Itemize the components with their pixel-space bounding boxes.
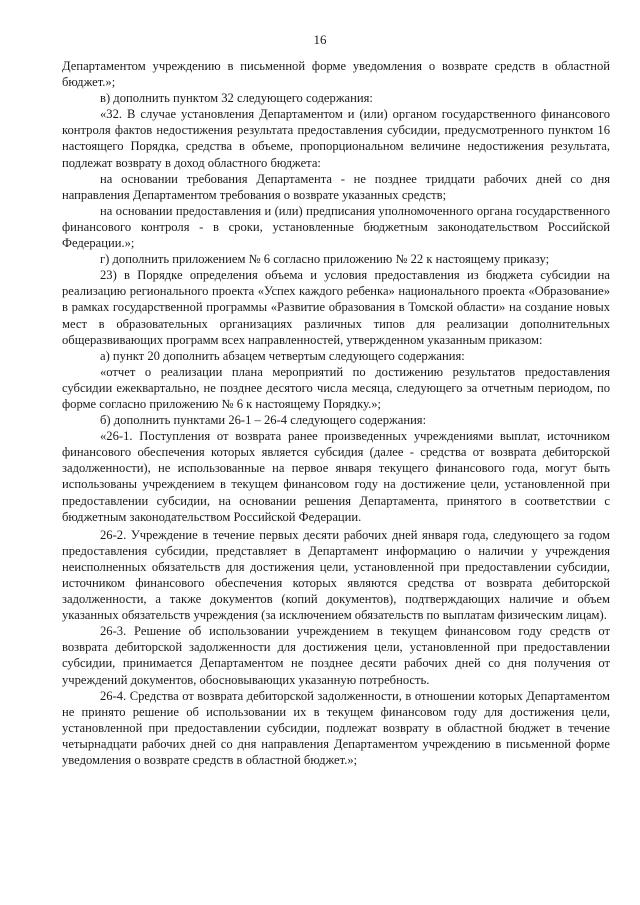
paragraph: 23) в Порядке определения объема и условия предоставления из бюджета субсидии на реализацию регионального проекта «Успех каждого ребенка» национального проекта «Образование» в рамках государственной программы «Развитие образования в Томской области» на создание новых мест в образовательных организациях различных типов для реализации дополнительных общеразвивающих программ всех направленностей, утвержденном указанным приказом: (62, 268, 610, 347)
paragraph: 26-4. Средства от возврата дебиторской задолженности, в отношении которых Департаментом не принято решение об использовании их в текущем финансовом году для достижения цели, установленной при предоставлении субсидии, подлежат возврату в областной бюджет в течение четырнадцати рабочих дней со дня направления Департаментом учреждению в письменной форме уведомления о возврате средств в областной бюджет.»; (62, 688, 610, 768)
page-number: 16 (313, 32, 327, 47)
paragraph: а) пункт 20 дополнить абзацем четвертым следующего содержания: (100, 348, 465, 363)
paragraph: 26-2. Учреждение в течение первых десяти рабочих дней января года, следующего за годом предоставления субсидии, представляет в Департамент информацию о наличии у учреждения неисполненных обязательств для достижения цели, установленной при предоставлении субсидии, источником финансового обеспечения которых являются средства от возврата дебиторской задолженности, а также документов (копий документов), подтверждающих наличие и объем указанных обязательств учреждения (за исключением обязательств по выплатам физическим лицам). (62, 527, 610, 623)
paragraph: 26-3. Решение об использовании учреждением в текущем финансовом году средств от возврата дебиторской задолженности для достижения цели, установленной при предоставлении субсидии, принимается Департаментом не позднее десяти рабочих дней со дня получения от учреждений документов, обосновывающих указанную потребность. (62, 624, 610, 687)
paragraph: в) дополнить пунктом 32 следующего содержания: (100, 91, 373, 106)
paragraph: на основании предоставления и (или) предписания уполномоченного органа государственного финансового контроля - в сроки, установленные бюджетным законодательством Российской Федерации.»; (62, 203, 610, 251)
paragraph: «отчет о реализации плана мероприятий по достижению результатов предоставления субсидии ежеквартально, не позднее десятого числа месяца, следующего за отчетным периодом, по форме согласно приложению № 6 к настоящему Порядку.»; (62, 364, 610, 411)
document-body (62, 58, 610, 768)
paragraph: г) дополнить приложением № 6 согласно приложению № 22 к настоящему приказу; (100, 252, 550, 267)
paragraph: «32. В случае установления Департаментом и (или) органом государственного финансового контроля фактов недостижения результата предоставления субсидии, предусмотренного пунктом 16 настоящего Порядка, средства в объеме, пропорциональном величине недостижения результата, подлежат возврату в доход областного бюджета: (62, 107, 610, 170)
paragraph: на основании требования Департамента - не позднее тридцати рабочих дней со дня направления Департаментом требования о возврате указанных средств; (62, 171, 610, 202)
paragraph: «26-1. Поступления от возврата ранее произведенных учреждениями выплат, источником финансового обеспечения которых является субсидия (далее - средства от возврата дебиторской задолженности), не использованные на первое января текущего финансового года, могут быть использованы учреждением в текущем финансовом году на достижение цели, установленной при предоставлении субсидии, на основании решения Департамента, принятого в соответствии с бюджетным законодательством Российской Федерации. (62, 429, 610, 524)
paragraph: б) дополнить пунктами 26-1 – 26-4 следующего содержания: (100, 413, 427, 428)
paragraph: Департаментом учреждению в письменной форме уведомления о возврате средств в областной бюджет.»; (62, 59, 610, 90)
